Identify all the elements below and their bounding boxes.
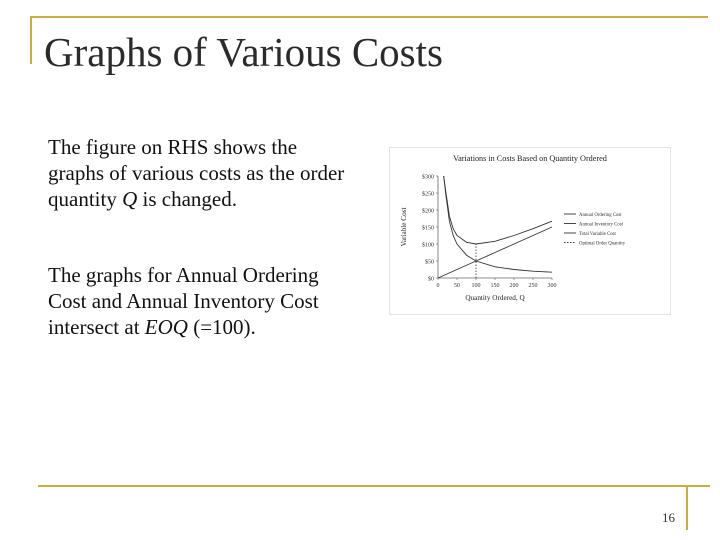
y-axis-label: Variable Cost — [400, 207, 408, 247]
bottom-horizontal-rule — [38, 485, 710, 487]
y-tick-label: $0 — [428, 276, 434, 283]
cost-chart — [390, 148, 670, 314]
top-vertical-rule — [30, 16, 32, 64]
x-tick-label: 50 — [454, 283, 460, 289]
paragraph-intersection-note — [48, 262, 358, 340]
paragraph-text: The figure on RHS shows the graphs of various costs as the order quantity — [48, 135, 345, 211]
paragraph-text-end: (=100). — [187, 315, 256, 339]
page-number: 16 — [662, 510, 675, 525]
cost-chart-figure — [390, 148, 670, 314]
series-line-annual-inventory-cost — [438, 227, 552, 278]
x-tick-label: 100 — [471, 283, 481, 289]
y-tick-label: $250 — [422, 191, 434, 198]
x-tick-label: 300 — [547, 283, 557, 289]
paragraph-figure-description — [48, 134, 358, 212]
legend-label-annual-inventory-cost: Annual Inventory Cost — [579, 222, 623, 228]
slide-title: Graphs of Various Costs — [44, 29, 443, 75]
paragraph-text: The graphs for Annual Ordering Cost and Annual Inventory Cost intersect at — [48, 263, 319, 339]
x-tick-label: 150 — [490, 283, 500, 289]
y-tick-label: $50 — [425, 259, 434, 266]
paragraph-text-end: is changed. — [137, 187, 237, 211]
x-tick-label: 250 — [528, 283, 538, 289]
quantity-variable: Q — [122, 187, 138, 211]
y-tick-label: $300 — [422, 174, 434, 181]
y-tick-label: $100 — [422, 242, 434, 249]
y-tick-label: $150 — [422, 225, 434, 232]
bottom-vertical-rule — [686, 485, 688, 530]
y-tick-label: $200 — [422, 208, 434, 215]
legend-label-optimal-order-quantity: Optimal Order Quantity — [579, 241, 626, 247]
top-horizontal-rule — [30, 16, 708, 18]
legend-label-annual-ordering-cost: Annual Ordering Cost — [579, 213, 622, 218]
chart-title: Variations in Costs Based on Quantity Ordered — [453, 154, 607, 163]
x-tick-label: 0 — [436, 283, 440, 289]
x-axis-label: Quantity Ordered, Q — [465, 294, 525, 302]
legend-label-total-variable-cost: Total Variable Cost — [579, 232, 616, 237]
eoq-variable: EOQ — [144, 315, 188, 339]
series-line-annual-ordering-cost — [444, 176, 552, 272]
x-tick-label: 200 — [509, 283, 519, 289]
